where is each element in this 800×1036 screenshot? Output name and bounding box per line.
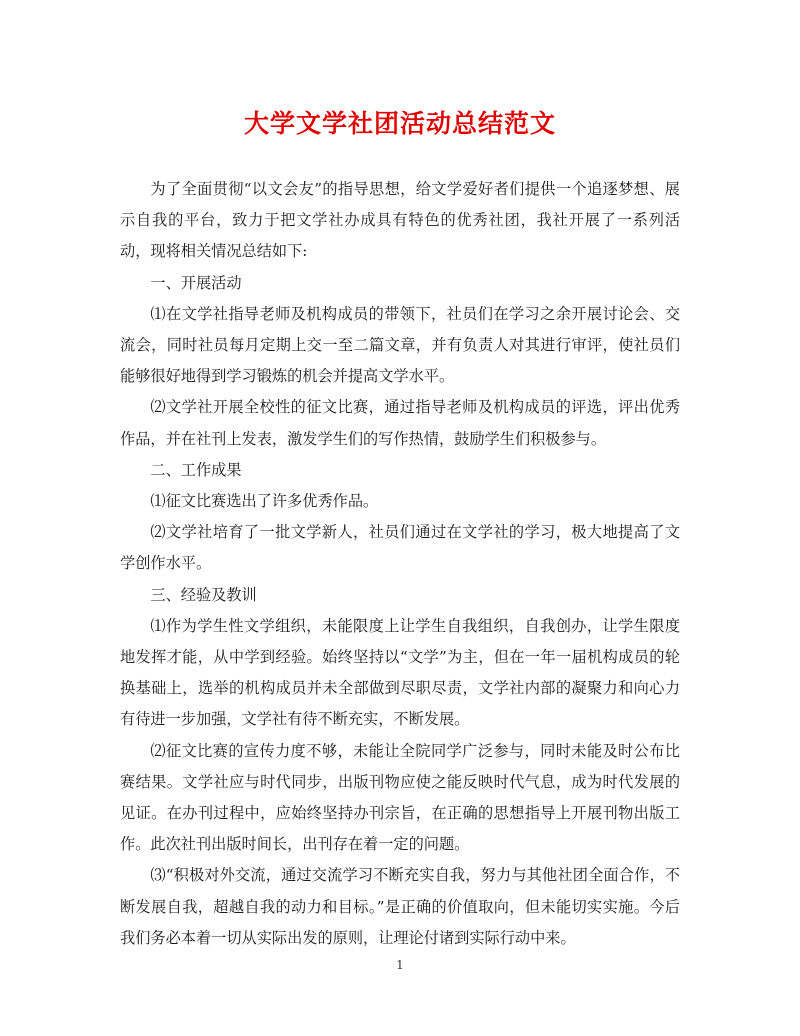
- section-heading-activities: 一、开展活动: [150, 273, 242, 292]
- activities-item-2: ⑵文学社开展全校性的征文比赛，通过指导老师及机构成员的评选，评出优秀作品，并在社刊上发表，激发学生们的写作热情，鼓励学生们积极参与。: [120, 398, 680, 448]
- activities-item-1: ⑴在文学社指导老师及机构成员的带领下，社员们在学习之余开展讨论会、交流会，同时社员每月定期上交一至二篇文章，并有负责人对其进行审评，使社员们能够很好地得到学习锻炼的机会并提高文学水平。: [120, 304, 680, 386]
- lessons-item-1: ⑴作为学生性文学组织，未能限度上让学生自我组织，自我创办，让学生限度地发挥才能，从中学到经验。始终坚持以“文学”为主，但在一年一届机构成员的轮换基础上，选举的机构成员并未全部做到尽职尽责，文学社内部的凝聚力和向心力有待进一步加强，文学社有待不断充实，不断发展。: [120, 616, 680, 729]
- document-body: [120, 174, 680, 954]
- page-number: 1: [396, 958, 404, 972]
- document-title: 大学文学社团活动总结范文: [243, 109, 556, 138]
- lessons-item-2: ⑵征文比赛的宣传力度不够，未能让全院同学广泛参与，同时未能及时公布比赛结果。文学社应与时代同步，出版刊物应使之能反映时代气息，成为时代发展的见证。在办刊过程中，应始终坚持办刊宗旨，在正确的思想指导上开展刊物出版工作。此次社刊出版时间长，出刊存在着一定的问题。: [120, 741, 680, 854]
- section-heading-results: 二、工作成果: [150, 460, 242, 479]
- lessons-item-3: ⑶“积极对外交流，通过交流学习不断充实自我，努力与其他社团全面合作，不断发展自我，超越自我的动力和目标。”是正确的价值取向，但未能切实实施。今后我们务必本着一切从实际出发的原则，让理论付诸到实际行动中来。: [120, 866, 680, 947]
- intro-paragraph: 为了全面贯彻“以文会友”的指导思想，给文学爱好者们提供一个追逐梦想、展示自我的平台，致力于把文学社办成具有特色的优秀社团，我社开展了一系列活动，现将相关情况总结如下:: [120, 180, 680, 261]
- results-item-1: ⑴征文比赛选出了许多优秀作品。: [150, 492, 379, 511]
- results-item-2: ⑵文学社培育了一批文学新人，社员们通过在文学社的学习，极大地提高了文学创作水平。: [120, 523, 680, 573]
- section-heading-lessons: 三、经验及教训: [150, 585, 257, 604]
